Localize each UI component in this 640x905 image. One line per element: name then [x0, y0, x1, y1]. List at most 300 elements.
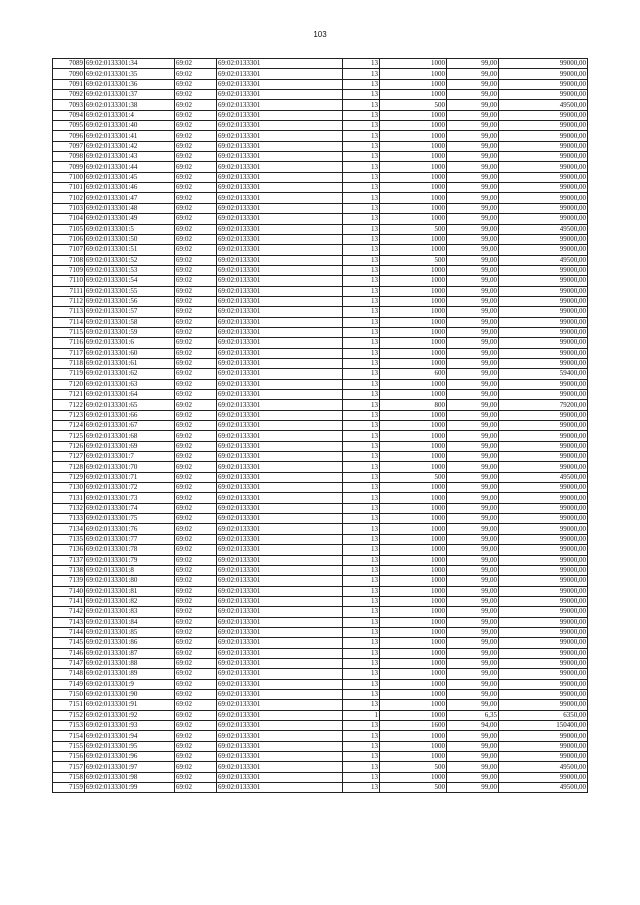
- district-code-cell: 69:02: [175, 772, 217, 782]
- quarter-code-cell: 69:02:0133301: [217, 265, 343, 275]
- total-cell: 6350,00: [499, 710, 588, 720]
- area-cell: 1000: [380, 307, 447, 317]
- cadastral-number-cell: 69:02:0133301:53: [85, 265, 175, 275]
- total-cell: 99000,00: [499, 162, 588, 172]
- district-code-cell: 69:02: [175, 762, 217, 772]
- page-number: 103: [313, 30, 327, 39]
- table-row: [53, 452, 588, 462]
- category-code-cell: 13: [343, 265, 380, 275]
- price-cell: 99,00: [447, 514, 499, 524]
- quarter-code-cell: 69:02:0133301: [217, 627, 343, 637]
- quarter-code-cell: 69:02:0133301: [217, 110, 343, 120]
- total-cell: 99000,00: [499, 307, 588, 317]
- district-code-cell: 69:02: [175, 679, 217, 689]
- area-cell: 500: [380, 100, 447, 110]
- cadastral-number-cell: 69:02:0133301:7: [85, 452, 175, 462]
- row-number-cell: 7089: [53, 59, 85, 69]
- district-code-cell: 69:02: [175, 162, 217, 172]
- cadastral-number-cell: 69:02:0133301:61: [85, 358, 175, 368]
- table-row: [53, 276, 588, 286]
- total-cell: 99000,00: [499, 79, 588, 89]
- total-cell: 99000,00: [499, 286, 588, 296]
- row-number-cell: 7102: [53, 193, 85, 203]
- category-code-cell: 13: [343, 152, 380, 162]
- price-cell: 99,00: [447, 338, 499, 348]
- price-cell: 99,00: [447, 731, 499, 741]
- district-code-cell: 69:02: [175, 607, 217, 617]
- table-row: [53, 203, 588, 213]
- category-code-cell: 13: [343, 90, 380, 100]
- area-cell: 600: [380, 369, 447, 379]
- row-number-cell: 7106: [53, 234, 85, 244]
- quarter-code-cell: 69:02:0133301: [217, 483, 343, 493]
- cadastral-number-cell: 69:02:0133301:36: [85, 79, 175, 89]
- cadastral-number-cell: 69:02:0133301:40: [85, 121, 175, 131]
- district-code-cell: 69:02: [175, 358, 217, 368]
- district-code-cell: 69:02: [175, 617, 217, 627]
- district-code-cell: 69:02: [175, 410, 217, 420]
- price-cell: 99,00: [447, 534, 499, 544]
- table-row: [53, 245, 588, 255]
- price-cell: 99,00: [447, 390, 499, 400]
- category-code-cell: 13: [343, 131, 380, 141]
- row-number-cell: 7157: [53, 762, 85, 772]
- price-cell: 99,00: [447, 193, 499, 203]
- cadastral-number-cell: 69:02:0133301:48: [85, 203, 175, 213]
- quarter-code-cell: 69:02:0133301: [217, 710, 343, 720]
- quarter-code-cell: 69:02:0133301: [217, 59, 343, 69]
- total-cell: 99000,00: [499, 152, 588, 162]
- area-cell: 1000: [380, 627, 447, 637]
- table-row: [53, 59, 588, 69]
- area-cell: 1000: [380, 203, 447, 213]
- district-code-cell: 69:02: [175, 503, 217, 513]
- total-cell: 99000,00: [499, 379, 588, 389]
- area-cell: 1000: [380, 162, 447, 172]
- quarter-code-cell: 69:02:0133301: [217, 638, 343, 648]
- category-code-cell: 13: [343, 410, 380, 420]
- district-code-cell: 69:02: [175, 245, 217, 255]
- area-cell: 1000: [380, 348, 447, 358]
- table-row: [53, 752, 588, 762]
- price-cell: 99,00: [447, 524, 499, 534]
- category-code-cell: 13: [343, 441, 380, 451]
- district-code-cell: 69:02: [175, 452, 217, 462]
- table-row: [53, 214, 588, 224]
- total-cell: 99000,00: [499, 607, 588, 617]
- quarter-code-cell: 69:02:0133301: [217, 689, 343, 699]
- quarter-code-cell: 69:02:0133301: [217, 338, 343, 348]
- table-row: [53, 110, 588, 120]
- row-number-cell: 7145: [53, 638, 85, 648]
- cadastral-number-cell: 69:02:0133301:72: [85, 483, 175, 493]
- price-cell: 6,35: [447, 710, 499, 720]
- area-cell: 1000: [380, 524, 447, 534]
- cadastral-number-cell: 69:02:0133301:56: [85, 296, 175, 306]
- table-row: [53, 172, 588, 182]
- category-code-cell: 13: [343, 286, 380, 296]
- quarter-code-cell: 69:02:0133301: [217, 658, 343, 668]
- total-cell: 99000,00: [499, 121, 588, 131]
- quarter-code-cell: 69:02:0133301: [217, 69, 343, 79]
- quarter-code-cell: 69:02:0133301: [217, 617, 343, 627]
- cadastral-number-cell: 69:02:0133301:60: [85, 348, 175, 358]
- row-number-cell: 7112: [53, 296, 85, 306]
- price-cell: 99,00: [447, 276, 499, 286]
- district-code-cell: 69:02: [175, 576, 217, 586]
- price-cell: 99,00: [447, 296, 499, 306]
- quarter-code-cell: 69:02:0133301: [217, 317, 343, 327]
- cadastral-number-cell: 69:02:0133301:38: [85, 100, 175, 110]
- table-row: [53, 69, 588, 79]
- category-code-cell: 13: [343, 69, 380, 79]
- district-code-cell: 69:02: [175, 121, 217, 131]
- row-number-cell: 7132: [53, 503, 85, 513]
- price-cell: 99,00: [447, 79, 499, 89]
- row-number-cell: 7150: [53, 689, 85, 699]
- category-code-cell: 13: [343, 772, 380, 782]
- district-code-cell: 69:02: [175, 421, 217, 431]
- district-code-cell: 69:02: [175, 710, 217, 720]
- area-cell: 1600: [380, 721, 447, 731]
- row-number-cell: 7108: [53, 255, 85, 265]
- cadastral-number-cell: 69:02:0133301:71: [85, 472, 175, 482]
- area-cell: 1000: [380, 679, 447, 689]
- category-code-cell: 13: [343, 607, 380, 617]
- total-cell: 99000,00: [499, 752, 588, 762]
- row-number-cell: 7144: [53, 627, 85, 637]
- total-cell: 99000,00: [499, 741, 588, 751]
- area-cell: 1000: [380, 276, 447, 286]
- row-number-cell: 7097: [53, 141, 85, 151]
- table-row: [53, 421, 588, 431]
- total-cell: 99000,00: [499, 669, 588, 679]
- category-code-cell: 13: [343, 234, 380, 244]
- category-code-cell: 13: [343, 390, 380, 400]
- quarter-code-cell: 69:02:0133301: [217, 472, 343, 482]
- category-code-cell: 13: [343, 369, 380, 379]
- price-cell: 99,00: [447, 741, 499, 751]
- area-cell: 1000: [380, 59, 447, 69]
- price-cell: 99,00: [447, 752, 499, 762]
- category-code-cell: 13: [343, 503, 380, 513]
- price-cell: 99,00: [447, 617, 499, 627]
- price-cell: 99,00: [447, 452, 499, 462]
- price-cell: 99,00: [447, 638, 499, 648]
- total-cell: 99000,00: [499, 679, 588, 689]
- cadastral-number-cell: 69:02:0133301:76: [85, 524, 175, 534]
- row-number-cell: 7143: [53, 617, 85, 627]
- quarter-code-cell: 69:02:0133301: [217, 141, 343, 151]
- quarter-code-cell: 69:02:0133301: [217, 203, 343, 213]
- row-number-cell: 7151: [53, 700, 85, 710]
- cadastral-number-cell: 69:02:0133301:6: [85, 338, 175, 348]
- category-code-cell: 13: [343, 493, 380, 503]
- area-cell: 1000: [380, 317, 447, 327]
- cadastral-number-cell: 69:02:0133301:88: [85, 658, 175, 668]
- district-code-cell: 69:02: [175, 627, 217, 637]
- area-cell: 1000: [380, 110, 447, 120]
- total-cell: 99000,00: [499, 172, 588, 182]
- table-row: [53, 296, 588, 306]
- category-code-cell: 13: [343, 317, 380, 327]
- district-code-cell: 69:02: [175, 390, 217, 400]
- row-number-cell: 7120: [53, 379, 85, 389]
- price-cell: 99,00: [447, 369, 499, 379]
- table-row: [53, 307, 588, 317]
- area-cell: 1000: [380, 172, 447, 182]
- category-code-cell: 13: [343, 338, 380, 348]
- row-number-cell: 7114: [53, 317, 85, 327]
- price-cell: 99,00: [447, 762, 499, 772]
- cadastral-number-cell: 69:02:0133301:66: [85, 410, 175, 420]
- cadastral-number-cell: 69:02:0133301:8: [85, 565, 175, 575]
- table-row: [53, 183, 588, 193]
- price-cell: 94,00: [447, 721, 499, 731]
- cadastral-number-cell: 69:02:0133301:87: [85, 648, 175, 658]
- area-cell: 1000: [380, 183, 447, 193]
- price-cell: 99,00: [447, 100, 499, 110]
- area-cell: 1000: [380, 410, 447, 420]
- table-row: [53, 265, 588, 275]
- quarter-code-cell: 69:02:0133301: [217, 296, 343, 306]
- price-cell: 99,00: [447, 431, 499, 441]
- quarter-code-cell: 69:02:0133301: [217, 431, 343, 441]
- total-cell: 99000,00: [499, 731, 588, 741]
- row-number-cell: 7095: [53, 121, 85, 131]
- quarter-code-cell: 69:02:0133301: [217, 390, 343, 400]
- district-code-cell: 69:02: [175, 307, 217, 317]
- cadastral-number-cell: 69:02:0133301:80: [85, 576, 175, 586]
- row-number-cell: 7094: [53, 110, 85, 120]
- cadastral-number-cell: 69:02:0133301:43: [85, 152, 175, 162]
- category-code-cell: 13: [343, 358, 380, 368]
- total-cell: 99000,00: [499, 317, 588, 327]
- cadastral-number-cell: 69:02:0133301:64: [85, 390, 175, 400]
- district-code-cell: 69:02: [175, 90, 217, 100]
- row-number-cell: 7135: [53, 534, 85, 544]
- total-cell: 49500,00: [499, 783, 588, 793]
- price-cell: 99,00: [447, 307, 499, 317]
- cadastral-number-cell: 69:02:0133301:90: [85, 689, 175, 699]
- price-cell: 99,00: [447, 565, 499, 575]
- price-cell: 99,00: [447, 627, 499, 637]
- total-cell: 99000,00: [499, 69, 588, 79]
- district-code-cell: 69:02: [175, 224, 217, 234]
- table-row: [53, 648, 588, 658]
- area-cell: 1000: [380, 534, 447, 544]
- table-row: [53, 441, 588, 451]
- district-code-cell: 69:02: [175, 379, 217, 389]
- category-code-cell: 13: [343, 307, 380, 317]
- area-cell: 1000: [380, 503, 447, 513]
- quarter-code-cell: 69:02:0133301: [217, 555, 343, 565]
- price-cell: 99,00: [447, 327, 499, 337]
- cadastral-number-cell: 69:02:0133301:84: [85, 617, 175, 627]
- area-cell: 1000: [380, 90, 447, 100]
- cadastral-number-cell: 69:02:0133301:98: [85, 772, 175, 782]
- row-number-cell: 7154: [53, 731, 85, 741]
- area-cell: 1000: [380, 731, 447, 741]
- quarter-code-cell: 69:02:0133301: [217, 245, 343, 255]
- area-cell: 1000: [380, 390, 447, 400]
- price-cell: 99,00: [447, 358, 499, 368]
- price-cell: 99,00: [447, 679, 499, 689]
- total-cell: 99000,00: [499, 462, 588, 472]
- table-row: [53, 679, 588, 689]
- quarter-code-cell: 69:02:0133301: [217, 121, 343, 131]
- area-cell: 1000: [380, 245, 447, 255]
- price-cell: 99,00: [447, 772, 499, 782]
- cadastral-number-cell: 69:02:0133301:65: [85, 400, 175, 410]
- table-row: [53, 638, 588, 648]
- quarter-code-cell: 69:02:0133301: [217, 503, 343, 513]
- total-cell: 99000,00: [499, 658, 588, 668]
- category-code-cell: 13: [343, 183, 380, 193]
- quarter-code-cell: 69:02:0133301: [217, 286, 343, 296]
- cadastral-number-cell: 69:02:0133301:50: [85, 234, 175, 244]
- district-code-cell: 69:02: [175, 193, 217, 203]
- category-code-cell: 13: [343, 203, 380, 213]
- district-code-cell: 69:02: [175, 203, 217, 213]
- district-code-cell: 69:02: [175, 327, 217, 337]
- row-number-cell: 7113: [53, 307, 85, 317]
- district-code-cell: 69:02: [175, 783, 217, 793]
- quarter-code-cell: 69:02:0133301: [217, 90, 343, 100]
- row-number-cell: 7116: [53, 338, 85, 348]
- table-row: [53, 234, 588, 244]
- district-code-cell: 69:02: [175, 731, 217, 741]
- category-code-cell: 13: [343, 741, 380, 751]
- area-cell: 1000: [380, 358, 447, 368]
- price-cell: 99,00: [447, 152, 499, 162]
- row-number-cell: 7104: [53, 214, 85, 224]
- price-cell: 99,00: [447, 90, 499, 100]
- quarter-code-cell: 69:02:0133301: [217, 193, 343, 203]
- category-code-cell: 13: [343, 348, 380, 358]
- total-cell: 99000,00: [499, 265, 588, 275]
- table-row: [53, 90, 588, 100]
- row-number-cell: 7101: [53, 183, 85, 193]
- district-code-cell: 69:02: [175, 534, 217, 544]
- total-cell: 99000,00: [499, 524, 588, 534]
- category-code-cell: 13: [343, 617, 380, 627]
- table-row: [53, 162, 588, 172]
- quarter-code-cell: 69:02:0133301: [217, 669, 343, 679]
- table-row: [53, 410, 588, 420]
- district-code-cell: 69:02: [175, 596, 217, 606]
- area-cell: 1000: [380, 79, 447, 89]
- district-code-cell: 69:02: [175, 689, 217, 699]
- category-code-cell: 13: [343, 245, 380, 255]
- total-cell: 99000,00: [499, 534, 588, 544]
- table-row: [53, 224, 588, 234]
- table-row: [53, 327, 588, 337]
- district-code-cell: 69:02: [175, 441, 217, 451]
- cadastral-table: [52, 58, 588, 793]
- row-number-cell: 7148: [53, 669, 85, 679]
- quarter-code-cell: 69:02:0133301: [217, 400, 343, 410]
- total-cell: 59400,00: [499, 369, 588, 379]
- district-code-cell: 69:02: [175, 141, 217, 151]
- total-cell: 99000,00: [499, 483, 588, 493]
- category-code-cell: 13: [343, 555, 380, 565]
- category-code-cell: 13: [343, 121, 380, 131]
- table-row: [53, 472, 588, 482]
- table-row: [53, 390, 588, 400]
- row-number-cell: 7141: [53, 596, 85, 606]
- table-row: [53, 379, 588, 389]
- area-cell: 1000: [380, 338, 447, 348]
- table-row: [53, 286, 588, 296]
- total-cell: 49500,00: [499, 762, 588, 772]
- quarter-code-cell: 69:02:0133301: [217, 452, 343, 462]
- total-cell: 99000,00: [499, 514, 588, 524]
- quarter-code-cell: 69:02:0133301: [217, 441, 343, 451]
- area-cell: 1000: [380, 648, 447, 658]
- category-code-cell: 13: [343, 255, 380, 265]
- row-number-cell: 7092: [53, 90, 85, 100]
- row-number-cell: 7126: [53, 441, 85, 451]
- district-code-cell: 69:02: [175, 369, 217, 379]
- cadastral-number-cell: 69:02:0133301:89: [85, 669, 175, 679]
- total-cell: 99000,00: [499, 689, 588, 699]
- area-cell: 1000: [380, 638, 447, 648]
- table-row: [53, 79, 588, 89]
- category-code-cell: 13: [343, 224, 380, 234]
- category-code-cell: 13: [343, 162, 380, 172]
- total-cell: 99000,00: [499, 410, 588, 420]
- district-code-cell: 69:02: [175, 348, 217, 358]
- quarter-code-cell: 69:02:0133301: [217, 276, 343, 286]
- price-cell: 99,00: [447, 234, 499, 244]
- area-cell: 1000: [380, 452, 447, 462]
- cadastral-number-cell: 69:02:0133301:94: [85, 731, 175, 741]
- cadastral-number-cell: 69:02:0133301:73: [85, 493, 175, 503]
- price-cell: 99,00: [447, 245, 499, 255]
- area-cell: 1000: [380, 586, 447, 596]
- category-code-cell: 13: [343, 658, 380, 668]
- price-cell: 99,00: [447, 586, 499, 596]
- table-row: [53, 255, 588, 265]
- price-cell: 99,00: [447, 203, 499, 213]
- cadastral-number-cell: 69:02:0133301:35: [85, 69, 175, 79]
- district-code-cell: 69:02: [175, 472, 217, 482]
- district-code-cell: 69:02: [175, 183, 217, 193]
- row-number-cell: 7105: [53, 224, 85, 234]
- table-row: [53, 141, 588, 151]
- cadastral-number-cell: 69:02:0133301:85: [85, 627, 175, 637]
- quarter-code-cell: 69:02:0133301: [217, 379, 343, 389]
- table-row: [53, 131, 588, 141]
- price-cell: 99,00: [447, 421, 499, 431]
- row-number-cell: 7153: [53, 721, 85, 731]
- total-cell: 99000,00: [499, 183, 588, 193]
- area-cell: 500: [380, 472, 447, 482]
- cadastral-number-cell: 69:02:0133301:83: [85, 607, 175, 617]
- quarter-code-cell: 69:02:0133301: [217, 576, 343, 586]
- cadastral-number-cell: 69:02:0133301:49: [85, 214, 175, 224]
- district-code-cell: 69:02: [175, 741, 217, 751]
- price-cell: 99,00: [447, 555, 499, 565]
- cadastral-number-cell: 69:02:0133301:52: [85, 255, 175, 265]
- price-cell: 99,00: [447, 493, 499, 503]
- district-code-cell: 69:02: [175, 100, 217, 110]
- quarter-code-cell: 69:02:0133301: [217, 783, 343, 793]
- total-cell: 99000,00: [499, 90, 588, 100]
- table-row: [53, 565, 588, 575]
- price-cell: 99,00: [447, 503, 499, 513]
